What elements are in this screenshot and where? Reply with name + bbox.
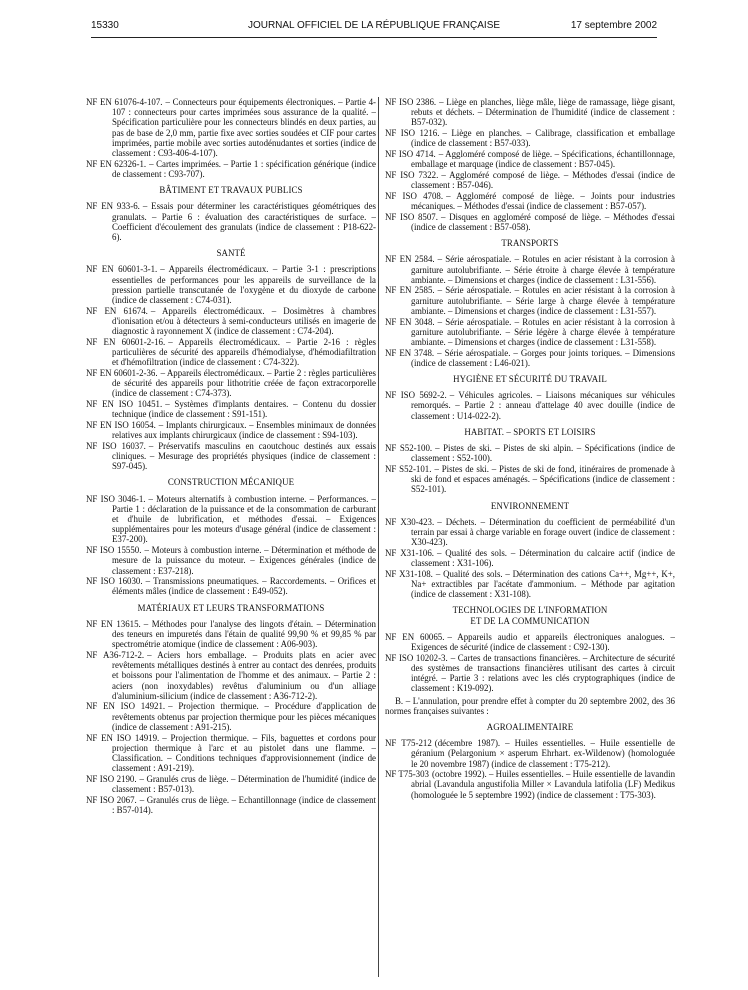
standard-description: – Appareils électromédicaux. – Partie 2 : règles particulières de sécurité des appareils pour lithotritie créée de façon extracorporelle (indice de classement : C74-373). bbox=[112, 367, 376, 399]
standard-entry bbox=[86, 576, 376, 596]
standard-code: NF ISO 16037. bbox=[86, 440, 146, 451]
standard-description: – Aciers hors emballage. – Produits plats en acier avec revêtements métalliques destinés à entrer au contact des denrées, produits et boissons pour l'alimentation de l'homme et des animaux. – Partie 2 : aciers (non inoxydables) revêtus d'aluminium ou d'un alliage d'aluminium-silicium (indice de classement : A36-712-2). bbox=[112, 649, 376, 701]
standard-entry bbox=[385, 769, 675, 800]
standard-description: (décembre 1987). – Huiles essentielles. – Huile essentielle de géranium (Pelargonium × asperum Ehrhart. ex-Wildenow) (homologuée le 20 novembre 1987) (indice de classement : T75-212). bbox=[411, 738, 675, 769]
standard-code: NF EN 3748. bbox=[385, 347, 435, 358]
standard-description: – Liège en planches, liège mâle, liège de ramassage, liège gisant, rebuts et déchets. – Détermination de l'humidité (indice de classement : B57-032). bbox=[411, 97, 675, 128]
standard-description: – Série aérospatiale. – Rotules en acier résistant à la corrosion à garniture autolubrifiante. – Série large à charge élevée à température ambiante. – Dimensions et charges (indice de classement : L31-557). bbox=[411, 285, 675, 316]
column-divider bbox=[378, 97, 379, 977]
standard-description: – Série aérospatiale. – Rotules en acier résistant à la corrosion à garniture autolubrifiante. – Série légère à charge élevée à température ambiante. – Dimensions et charges (indice de classement : L31-558). bbox=[411, 316, 675, 347]
standard-entry bbox=[86, 368, 376, 399]
standard-description: – Systèmes d'implants dentaires. – Contenu du dossier technique (indice de classement : S91-151). bbox=[112, 398, 376, 420]
standard-description: – Transmissions pneumatiques. – Raccordements. – Orifices et éléments mâles (indice de classement : E49-052). bbox=[112, 576, 376, 597]
standard-entry bbox=[86, 619, 376, 650]
standard-description: – Projection thermique. – Fils, baguettes et cordons pour projection thermique à l'arc et au pistolet dans une flamme. – Classification. – Conditions techniques d'approvisionnement (indice de classement : A91-219). bbox=[112, 732, 376, 774]
standard-code: NF ISO 15550. bbox=[86, 545, 142, 556]
standard-entry bbox=[385, 212, 675, 232]
standard-entry bbox=[86, 733, 376, 774]
right-column bbox=[385, 97, 675, 800]
standard-code: NF ISO 7322. bbox=[385, 169, 439, 180]
standard-entry bbox=[385, 254, 675, 285]
standard-entry bbox=[385, 97, 675, 128]
standard-entry bbox=[385, 569, 675, 600]
standard-description: – Série aérospatiale. – Gorges pour joints toriques. – Dimensions (indice de classement : L46-021). bbox=[411, 347, 675, 368]
standard-description: – Aggloméré composé de liège. – Joints pour industries mécaniques. – Méthodes d'essai (indice de classement : B57-057). bbox=[411, 190, 675, 212]
standard-description: – Cartes de transactions financières. – Architecture de sécurité des systèmes de transactions financières utilisant des cartes à circuit intégré. – Partie 3 : relations avec les clés cryptographiques (indice de classement : K19-092). bbox=[411, 652, 675, 694]
standard-code: NF EN ISO 16054. bbox=[86, 419, 156, 430]
standard-code: NF ISO 16030. bbox=[86, 576, 143, 587]
section-heading: AGROALIMENTAIRE bbox=[486, 721, 574, 732]
section-heading: ENVIRONNEMENT bbox=[490, 500, 570, 511]
standard-description: – Moteurs à combustion interne. – Détermination et méthode de mesure de la puissance du moteur. – Exigences générales (indice de classement : E37-218). bbox=[112, 545, 376, 576]
issue-date: 17 septembre 2002 bbox=[570, 20, 657, 31]
standard-code: NF EN 60601-2-16. bbox=[86, 336, 166, 347]
standard-entry bbox=[385, 348, 675, 368]
standard-entry bbox=[86, 494, 376, 545]
standard-description: – Liège en planches. – Calibrage, classification et emballage (indice de classement : B57-033). bbox=[411, 128, 675, 149]
standard-code: NF ISO 1216. bbox=[385, 128, 440, 139]
standard-description: – Appareils audio et appareils électroniques analogues. – Exigences de sécurité (indice de classement : C92-130). bbox=[411, 631, 675, 653]
standard-code: NF EN 61076-4-107. bbox=[86, 97, 163, 107]
standard-entry bbox=[86, 774, 376, 794]
standard-description: – Déchets. – Détermination du coefficient de perméabilité d'un terrain par essai à charge variable en forage ouvert (indice de classement : X30-423). bbox=[411, 516, 675, 548]
standard-entry bbox=[86, 337, 376, 368]
section-heading: TRANSPORTS bbox=[501, 238, 559, 249]
standard-code: NF EN 62326-1. bbox=[86, 158, 147, 169]
standard-entry bbox=[385, 170, 675, 190]
standard-description: – Granulés crus de liège. – Détermination de l'humidité (indice de classement : B57-013). bbox=[112, 773, 376, 795]
standard-description: – Implants chirurgicaux. – Ensembles minimaux de données relatives aux implants chirurgicaux (indice de classement : S94-103). bbox=[112, 419, 376, 441]
standard-entry bbox=[86, 306, 376, 337]
standard-entry bbox=[86, 97, 376, 158]
standard-code: NF EN 60065. bbox=[385, 631, 445, 642]
standard-entry bbox=[385, 128, 675, 148]
standard-entry bbox=[86, 441, 376, 472]
standard-code: NF EN ISO 10451. bbox=[86, 398, 163, 409]
standard-entry bbox=[86, 201, 376, 242]
standard-code: NF T75-303 bbox=[385, 769, 429, 780]
standard-code: NF EN 60601-3-1. bbox=[86, 264, 158, 275]
standard-code: NF ISO 2067. bbox=[86, 794, 137, 805]
standard-entry bbox=[86, 795, 376, 815]
standard-entry bbox=[86, 545, 376, 576]
page-header bbox=[91, 20, 657, 34]
standard-description: – Essais pour déterminer les caractéristiques géométriques des granulats. – Partie 6 : évaluation des caractéristiques de surface. – Coefficient d'écoulement des granulats (indice de classement : P18-622-6). bbox=[112, 201, 376, 242]
standard-description: – Appareils électromédicaux. – Partie 2-16 : règles particulières de sécurité des appareils d'hémodialyse, d'hémodiafiltration et d'hémofiltration (indice de classement : C74-322). bbox=[112, 336, 377, 368]
standard-entry bbox=[385, 548, 675, 568]
section-heading: BÂTIMENT ET TRAVAUX PUBLICS bbox=[159, 185, 303, 196]
standard-code: NF X30-423. bbox=[385, 516, 435, 527]
section-heading: TECHNOLOGIES DE L'INFORMATION ET DE LA COMMUNICATION bbox=[452, 605, 608, 626]
page-number: 15330 bbox=[91, 20, 119, 31]
standard-description: – Méthodes pour l'analyse des lingots d'étain. – Détermination des teneurs en impuretés dans l'étain de qualité 99,90 % et 99,85 % par spectrométrie atomique (indice de classement : A06-903). bbox=[112, 618, 376, 650]
section-heading: HABITAT. – SPORTS ET LOISIRS bbox=[464, 426, 596, 437]
standard-entry bbox=[86, 264, 376, 305]
standard-code: NF T75-212 bbox=[385, 738, 432, 749]
standard-code: NF ISO 5692-2. bbox=[385, 390, 447, 401]
standard-code: NF EN 3048. bbox=[385, 316, 435, 327]
standard-entry bbox=[86, 420, 376, 440]
standard-code: NF EN 13615. bbox=[86, 618, 141, 629]
paragraph: B. – L'annulation, pour prendre effet à compter du 20 septembre 2002, des 36 normes françaises suivantes : bbox=[385, 695, 675, 716]
standard-entry bbox=[385, 517, 675, 548]
standard-code: NF A36-712-2. bbox=[86, 649, 145, 660]
standard-description: – Qualité des sols. – Détermination du calcaire actif (indice de classement : X31-106). bbox=[411, 547, 675, 569]
header-rule bbox=[91, 37, 657, 38]
standard-description: (octobre 1992). – Huiles essentielles. – Huile essentielle de lavandin abrial (Lavandula angustifolia Miller × Lavandula latifolia (LF) Medikus (homologuée le 5 septembre 1992) (indice de classement : T75-303). bbox=[411, 769, 676, 800]
standard-entry bbox=[86, 650, 376, 701]
standard-entry bbox=[385, 285, 675, 316]
standard-description: – Appareils électromédicaux. – Dosimètres à chambres d'ionisation et/ou à détecteurs à semi-conducteurs utilisés en imagerie de diagnostic à rayonnement X (indice de classement : C74-204). bbox=[112, 305, 376, 337]
standard-description: – Appareils électromédicaux. – Partie 3-1 : prescriptions essentielles de performances pour les appareils de surveillance de la pression partielle transcutanée de l'oxygène et du dioxyde de carbone (indice de classement : C74-031). bbox=[112, 264, 376, 305]
standard-entry bbox=[385, 632, 675, 652]
standard-code: NF ISO 4714. bbox=[385, 149, 436, 160]
standard-entry bbox=[385, 443, 675, 463]
standard-entry bbox=[86, 701, 376, 732]
standard-code: NF EN 61674. bbox=[86, 305, 148, 316]
standard-code: NF S52-100. bbox=[385, 443, 433, 454]
standard-entry bbox=[385, 653, 675, 694]
standard-entry bbox=[385, 738, 675, 769]
standard-code: NF EN 2584. bbox=[385, 254, 435, 265]
standard-code: NF X31-108. bbox=[385, 568, 433, 579]
standard-code: NF EN 933-6. bbox=[86, 201, 140, 212]
standard-code: NF ISO 10202-3. bbox=[385, 652, 448, 663]
left-column bbox=[86, 97, 376, 816]
standard-description: – Qualité des sols. – Détermination des cations Ca++, Mg++, K+, Na+ extractibles par l'acétate d'ammonium. – Méthode par agitation (indice de classement : X31-108). bbox=[411, 568, 675, 600]
standard-description: – Véhicules agricoles. – Liaisons mécaniques sur véhicules remorqués. – Partie 2 : anneau d'attelage 40 avec douille (indice de classement : U14-022-2). bbox=[411, 390, 675, 421]
standard-code: NF EN 60601-2-36. bbox=[86, 367, 158, 378]
section-heading: CONSTRUCTION MÉCANIQUE bbox=[167, 477, 295, 488]
standard-code: NF ISO 8507. bbox=[385, 211, 438, 222]
standard-entry bbox=[86, 159, 376, 179]
journal-title: JOURNAL OFFICIEL DE LA RÉPUBLIQUE FRANÇAISE bbox=[247, 20, 501, 31]
standard-code: NF S52-101. bbox=[385, 464, 432, 474]
standard-entry bbox=[385, 191, 675, 211]
standard-code: NF ISO 2386. bbox=[385, 97, 437, 107]
standard-description: – Connecteurs pour équipements électroniques. – Partie 4-107 : connecteurs pour cartes imprimées sous assurance de la qualité. – Spécification particulière pour les connecteurs blindés en deux parties, au pas de base de 2,0 mm, partie fixe avec sorties soudées et CIF pour cartes imprimées, partie mobile avec sorties autodénudantes et sorties (indice de classement : C93-406-4-107). bbox=[112, 97, 376, 159]
standard-description: – Série aérospatiale. – Rotules en acier résistant à la corrosion à garniture autolubrifiante. – Série étroite à charge élevée à température ambiante. – Dimensions et charges (indice de classement : L31-556). bbox=[411, 254, 675, 285]
standard-description: – Préservatifs masculins en caoutchouc destinés aux essais cliniques. – Mesurage des propriétés physiques (indice de classement : S97-045). bbox=[112, 440, 376, 472]
standard-description: – Cartes imprimées. – Partie 1 : spécification générique (indice de classement : C93-707). bbox=[112, 158, 376, 179]
standard-description: – Disques en aggloméré composé de liège. – Méthodes d'essai (indice de classement : B57-058). bbox=[411, 211, 675, 232]
standard-description: – Granulés crus de liège. – Echantillonnage (indice de classement : B57-014). bbox=[112, 794, 376, 815]
standard-code: NF EN ISO 14921. bbox=[86, 701, 166, 712]
standard-code: NF ISO 4708. bbox=[385, 190, 444, 201]
standard-description: – Aggloméré composé de liège. – Spécifications, échantillonnage, emballage et marquage (indice de classement : B57-045). bbox=[411, 149, 675, 170]
section-heading: SANTÉ bbox=[216, 248, 246, 259]
standard-entry bbox=[385, 390, 675, 421]
standard-code: NF X31-106. bbox=[385, 547, 434, 558]
standard-code: NF EN 2585. bbox=[385, 285, 435, 296]
standard-entry bbox=[385, 317, 675, 348]
standard-entry bbox=[385, 464, 675, 495]
section-heading: HYGIÈNE ET SÉCURITÉ DU TRAVAIL bbox=[453, 374, 607, 385]
standard-description: – Projection thermique. – Procédure d'application de revêtements obtenus par projection thermique pour les pièces mécaniques (indice de classement : A91-215). bbox=[112, 701, 377, 732]
standard-code: NF ISO 3046-1. bbox=[86, 493, 146, 504]
standard-code: NF ISO 2190. bbox=[86, 773, 137, 784]
standard-code: NF EN ISO 14919. bbox=[86, 732, 160, 743]
standard-entry bbox=[385, 149, 675, 169]
standard-description: – Moteurs alternatifs à combustion interne. – Performances. – Partie 1 : déclaration de la puissance et de la consommation de carburant et d'huile de lubrification, et méthodes d'essai. – Exigences supplémentaires pour les moteurs d'usage général (indice de classement : E37-200). bbox=[112, 493, 376, 545]
section-heading: MATÉRIAUX ET LEURS TRANSFORMATIONS bbox=[137, 602, 325, 613]
standard-entry bbox=[86, 399, 376, 419]
standard-description: – Aggloméré composé de liège. – Méthodes d'essai (indice de classement : B57-046). bbox=[411, 169, 675, 191]
standard-description: – Pistes de ski. – Pistes de ski alpin. – Spécifications (indice de classement : S52-100). bbox=[411, 443, 675, 464]
standard-description: – Pistes de ski. – Pistes de ski de fond, itinéraires de promenade à ski de fond et espaces aménagés. – Spécifications (indice de classement : S52-101). bbox=[411, 464, 675, 495]
